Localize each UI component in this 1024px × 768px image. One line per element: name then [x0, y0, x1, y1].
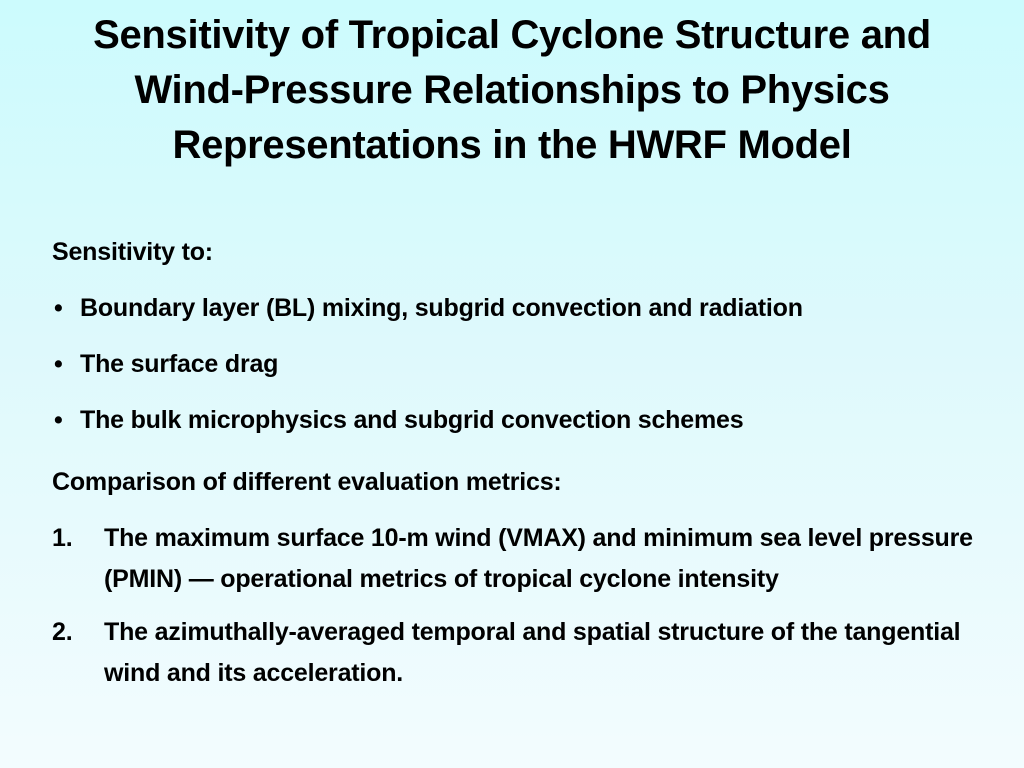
- list-item-text: The maximum surface 10-m wind (VMAX) and minimum sea level pressure (PMIN) — operational metrics of tropical cyclone intensity: [104, 524, 973, 593]
- list-item-text: The surface drag: [80, 350, 279, 378]
- list-item: [52, 348, 982, 380]
- list-number: 2.: [52, 618, 73, 646]
- list-item: [52, 518, 982, 600]
- metrics-list: [52, 518, 982, 694]
- list-item-text: The bulk microphysics and subgrid convection schemes: [80, 406, 744, 434]
- title-line: Sensitivity of Tropical Cyclone Structure and: [93, 13, 931, 57]
- bullet-icon: •: [54, 294, 63, 322]
- list-item-text: The azimuthally-averaged temporal and spatial structure of the tangential wind and its acceleration.: [104, 618, 961, 687]
- list-item: [52, 612, 982, 694]
- sensitivity-list: [52, 292, 982, 436]
- slide-title: [20, 8, 1004, 173]
- metrics-heading: Comparison of different evaluation metrics:: [52, 468, 562, 496]
- list-item: [52, 404, 982, 436]
- title-line: Wind-Pressure Relationships to Physics: [134, 68, 890, 112]
- list-item: [52, 292, 982, 324]
- slide-body: [52, 236, 982, 694]
- sensitivity-heading: Sensitivity to:: [52, 238, 213, 266]
- list-item-text: Boundary layer (BL) mixing, subgrid convection and radiation: [80, 294, 803, 322]
- list-number: 1.: [52, 524, 73, 552]
- title-line: Representations in the HWRF Model: [172, 123, 852, 167]
- bullet-icon: •: [54, 350, 63, 378]
- bullet-icon: •: [54, 406, 63, 434]
